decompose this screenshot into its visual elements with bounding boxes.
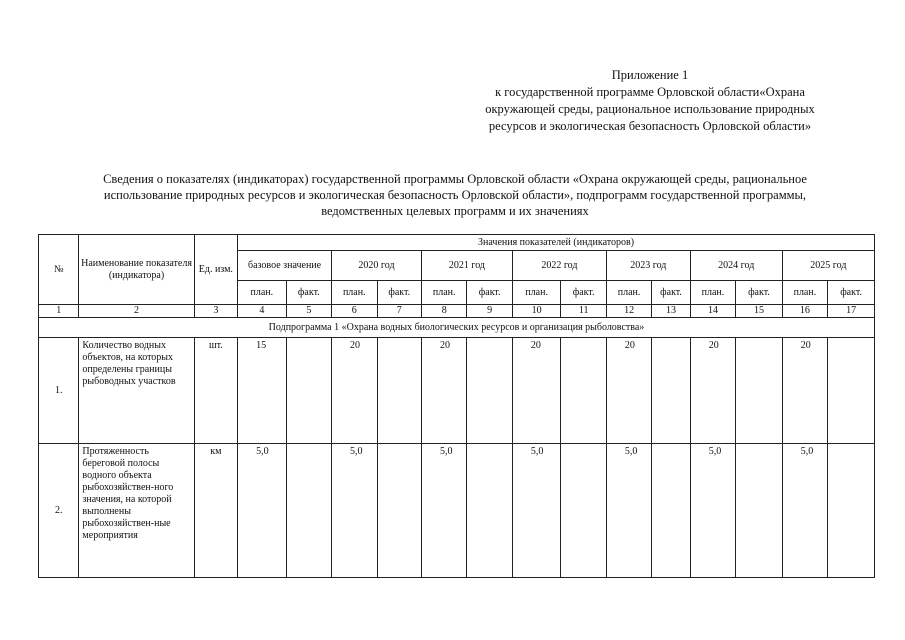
header-row-1 <box>39 235 875 251</box>
column-number: 2 <box>79 305 194 318</box>
appendix-block <box>440 67 860 135</box>
fact-value <box>736 444 782 578</box>
table-row <box>39 338 875 444</box>
header-name: Наименование показателя (индикатора) <box>79 235 194 305</box>
title-line-1: Сведения о показателях (индикаторах) государственной программы Орловской области «Охрана окружающей среды, рациональное <box>103 172 807 186</box>
column-number: 17 <box>828 305 875 318</box>
fact-value <box>467 444 512 578</box>
subprogram-title: Подпрограмма 1 «Охрана водных биологических ресурсов и организация рыболовства» <box>39 318 875 338</box>
header-values-group: Значения показателей (индикаторов) <box>238 235 875 251</box>
indicators-table <box>38 234 875 578</box>
plan-value: 5,0 <box>782 444 827 578</box>
column-number: 3 <box>194 305 237 318</box>
header-plan: план. <box>512 281 561 305</box>
header-fact: факт. <box>652 281 690 305</box>
base-plan-value: 5,0 <box>238 444 287 578</box>
indicator-unit: шт. <box>194 338 237 444</box>
header-base: базовое значение <box>238 251 332 281</box>
plan-value: 5,0 <box>606 444 651 578</box>
column-number: 6 <box>332 305 377 318</box>
header-year: 2023 год <box>606 251 690 281</box>
header-year: 2020 год <box>332 251 422 281</box>
column-number: 13 <box>652 305 690 318</box>
column-number: 15 <box>736 305 782 318</box>
fact-value <box>828 338 875 444</box>
fact-value <box>561 338 606 444</box>
plan-value: 20 <box>606 338 651 444</box>
plan-value: 5,0 <box>690 444 735 578</box>
fact-value <box>377 338 421 444</box>
column-number: 5 <box>286 305 331 318</box>
header-plan: план. <box>606 281 651 305</box>
row-number: 1. <box>39 338 79 444</box>
column-number-row <box>39 305 875 318</box>
column-number: 7 <box>377 305 421 318</box>
column-number: 14 <box>690 305 735 318</box>
column-number: 12 <box>606 305 651 318</box>
header-plan: план. <box>690 281 735 305</box>
header-fact: факт. <box>736 281 782 305</box>
column-number: 10 <box>512 305 561 318</box>
fact-value <box>736 338 782 444</box>
header-plan: план. <box>238 281 287 305</box>
fact-value <box>561 444 606 578</box>
column-number: 11 <box>561 305 606 318</box>
header-plan: план. <box>782 281 827 305</box>
fact-value <box>377 444 421 578</box>
column-number: 1 <box>39 305 79 318</box>
appendix-line-1: Приложение 1 <box>611 68 689 82</box>
indicator-unit: км <box>194 444 237 578</box>
fact-value <box>652 444 690 578</box>
plan-value: 20 <box>332 338 377 444</box>
plan-value: 20 <box>421 338 466 444</box>
title-line-3: ведомственных целевых программ и их значениях <box>321 204 589 218</box>
fact-value <box>467 338 512 444</box>
plan-value: 5,0 <box>421 444 466 578</box>
header-fact: факт. <box>377 281 421 305</box>
column-number: 4 <box>238 305 287 318</box>
header-fact: факт. <box>467 281 512 305</box>
subprogram-row <box>39 318 875 338</box>
row-number: 2. <box>39 444 79 578</box>
base-fact-value <box>286 338 331 444</box>
header-year: 2024 год <box>690 251 782 281</box>
base-plan-value: 15 <box>238 338 287 444</box>
indicator-name: Количество водных объектов, на которых определены границы рыбоводных участков <box>79 338 194 444</box>
column-number: 9 <box>467 305 512 318</box>
header-unit: Ед. изм. <box>194 235 237 305</box>
title-line-2: использование природных ресурсов и экологическая безопасность Орловской области», подпрограмм государственной программы, <box>103 188 807 202</box>
header-year: 2025 год <box>782 251 874 281</box>
header-fact: факт. <box>561 281 606 305</box>
indicator-name: Протяженность береговой полосы водного объекта рыбохозяйствен-ного значения, на которой выполнены рыбохозяйствен-ные мероприятия <box>79 444 194 578</box>
header-year: 2022 год <box>512 251 606 281</box>
appendix-line-4: ресурсов и экологическая безопасность Орловской области» <box>488 119 812 133</box>
header-fact: факт. <box>286 281 331 305</box>
document-title <box>40 171 870 219</box>
plan-value: 20 <box>512 338 561 444</box>
appendix-line-3: окружающей среды, рациональное использование природных <box>485 102 815 116</box>
fact-value <box>652 338 690 444</box>
table-row <box>39 444 875 578</box>
plan-value: 20 <box>690 338 735 444</box>
plan-value: 20 <box>782 338 827 444</box>
header-plan: план. <box>332 281 377 305</box>
fact-value <box>828 444 875 578</box>
header-fact: факт. <box>828 281 875 305</box>
column-number: 16 <box>782 305 827 318</box>
column-number: 8 <box>421 305 466 318</box>
base-fact-value <box>286 444 331 578</box>
plan-value: 5,0 <box>332 444 377 578</box>
header-year: 2021 год <box>421 251 512 281</box>
plan-value: 5,0 <box>512 444 561 578</box>
appendix-line-2: к государственной программе Орловской области«Охрана <box>495 85 805 99</box>
header-num: № <box>39 235 79 305</box>
header-plan: план. <box>421 281 466 305</box>
